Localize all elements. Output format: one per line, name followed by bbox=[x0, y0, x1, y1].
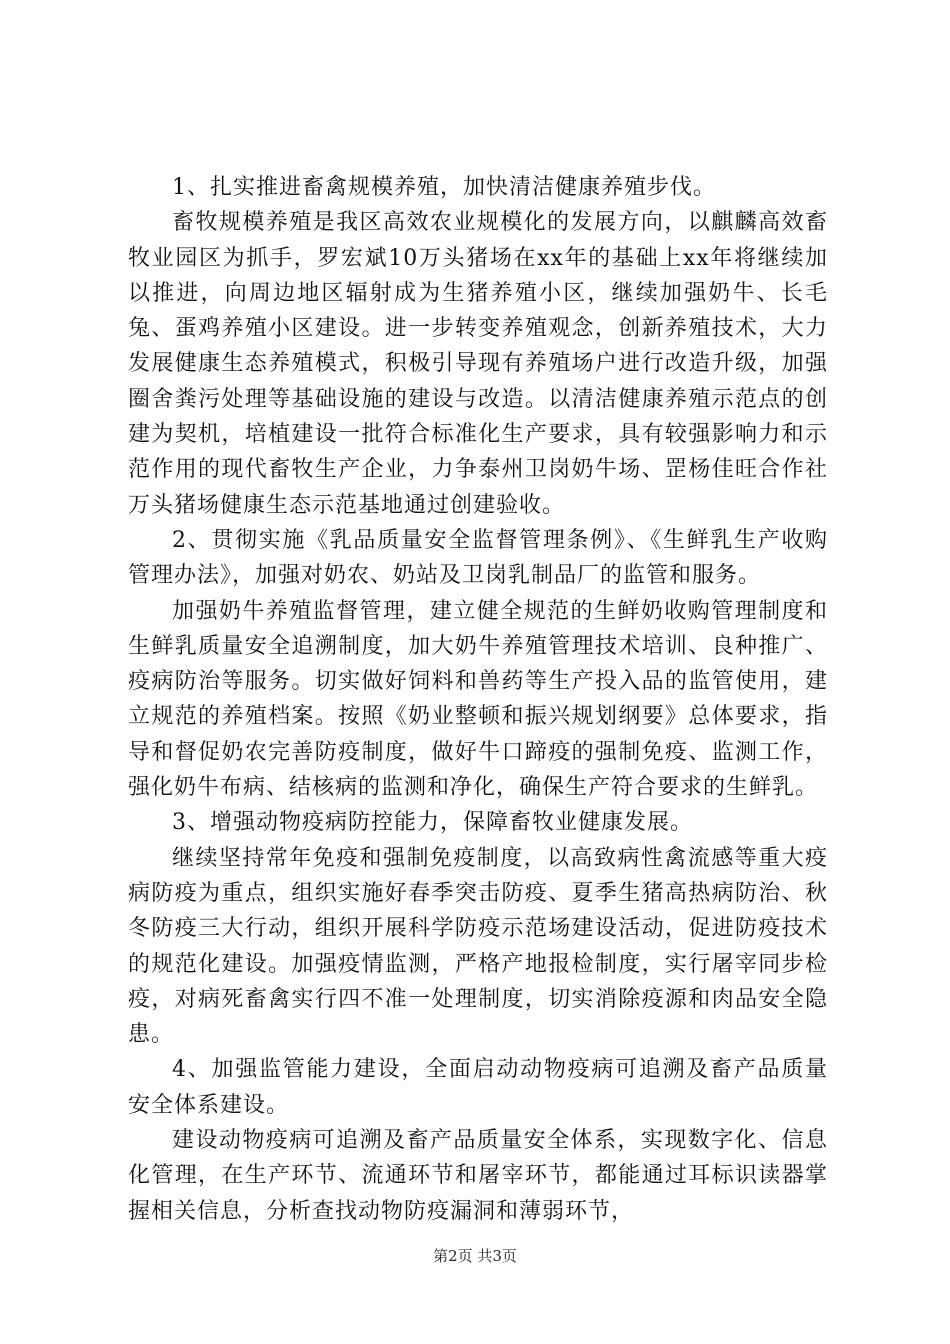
heading-1: 1、扎实推进畜禽规模养殖，加快清洁健康养殖步伐。 bbox=[172, 175, 716, 200]
document-body bbox=[128, 170, 828, 1229]
paragraph-2: 加强奶牛养殖监督管理，建立健全规范的生鲜奶收购管理制度和生鲜乳质量安全追溯制度，加大奶牛养殖管理技术培训、良种推广、疫病防治等服务。切实做好饲料和兽药等生产投入品的监管使用，建立规范的养殖档案。按照《奶业整顿和振兴规划纲要》总体要求，指导和督促奶农完善防疫制度，做好牛口蹄疫的强制免疫、监测工作，强化奶牛布病、结核病的监测和净化，确保生产符合要求的生鲜乳。 bbox=[128, 598, 828, 801]
heading-4: 4、加强监管能力建设，全面启动动物疫病可追溯及畜产品质量安全体系建设。 bbox=[128, 1057, 828, 1118]
heading-3: 3、增强动物疫病防控能力，保障畜牧业健康发展。 bbox=[172, 810, 693, 836]
paragraph-4: 建设动物疫病可追溯及畜产品质量安全体系，实现数字化、信息化管理，在生产环节、流通环节和屠宰环节，都能通过耳标识读器掌握相关信息，分析查找动物防疫漏洞和薄弱环节， bbox=[128, 1128, 828, 1224]
paragraph-3: 继续坚持常年免疫和强制免疫制度，以高致病性禽流感等重大疫病防疫为重点，组织实施好春季突击防疫、夏季生猪高热病防治、秋冬防疫三大行动，组织开展科学防疫示范场建设活动，促进防疫技术的规范化建设。加强疫情监测，严格产地报检制度，实行屠宰同步检疫，对病死畜禽实行四不准一处理制度，切实消除疫源和肉品安全隐患。 bbox=[128, 845, 828, 1048]
heading-2: 2、贯彻实施《乳品质量安全监督管理条例》、《生鲜乳生产收购管理办法》，加强对奶农、奶站及卫岗乳制品厂的监管和服务。 bbox=[128, 527, 828, 589]
page-number-footer: 第2页 共3页 bbox=[433, 1247, 517, 1265]
paragraph-1: 畜牧规模养殖是我区高效农业规模化的发展方向，以麒麟高效畜牧业园区为抓手，罗宏斌10万头猪场在xx年的基础上xx年将继续加以推进，向周边地区辐射成为生猪养殖小区，继续加强奶牛、长毛兔、蛋鸡养殖小区建设。进一步转变养殖观念，创新养殖技术，大力发展健康生态养殖模式，积极引导现有养殖场户进行改造升级，加强圈舍粪污处理等基础设施的建设与改造。以清洁健康养殖示范点的创建为契机，培植建设一批符合标准化生产要求，具有较强影响力和示范作用的现代畜牧生产企业，力争泰州卫岗奶牛场、罡杨佳旺合作社万头猪场健康生态示范基地通过创建验收。 bbox=[128, 210, 828, 518]
